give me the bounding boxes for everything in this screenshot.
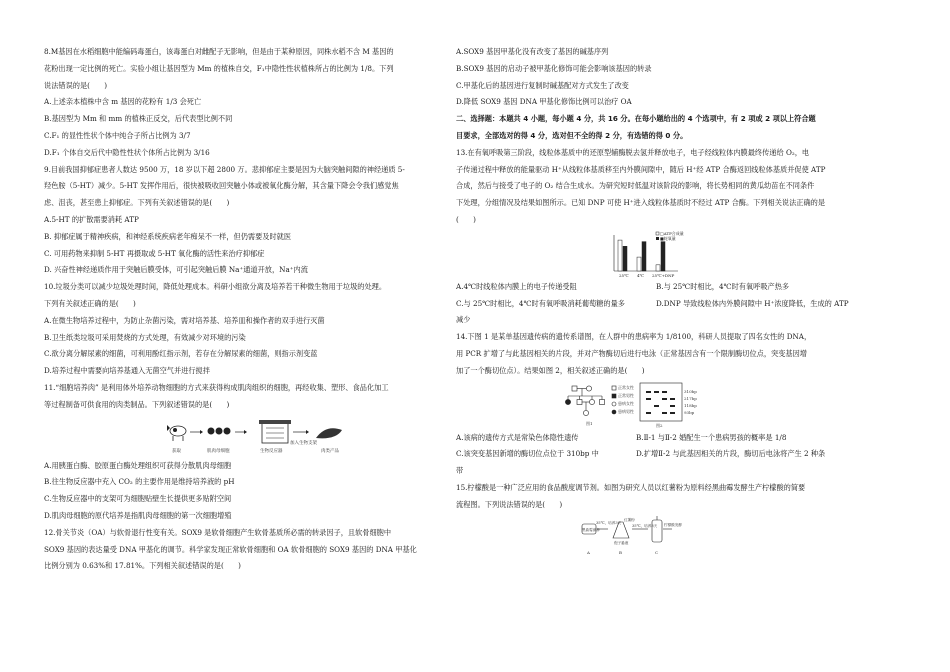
q14-option-b: B.Ⅱ-1 与Ⅱ-2 婚配生一个患病男孩的概率是 1/8: [636, 432, 787, 442]
q8-option-d: D.F₁ 个体自交后代中隐性性状个体所占比例为 3/16: [44, 147, 210, 157]
bar-atp-1: [637, 257, 641, 271]
q8-stem-line: 花粉出现一定比例的死亡。实验小组让基因型为 Mm 的植株自交，F₁中隐性性状植株所占的比例为 1/8。下列: [44, 63, 394, 73]
bar-oxygen-1: [642, 241, 646, 270]
q10-option-d: D.培养过程中需要向培养基通入无菌空气并进行搅拌: [44, 366, 210, 376]
q10-option-c: C.欲分离分解尿素的细菌，可利用酚红指示剂，若存在分解尿素的细菌，则指示剂变蓝: [44, 349, 318, 359]
q9-option-a: A.5-HT 的扩散需要消耗 ATP: [44, 214, 139, 224]
q14-stem-line: 14.下图 1 是某单基因遗传病的遗传系谱图，在人群中的患病率为 1/8100，科研人员提取了四名女性的 DNA，: [456, 332, 812, 342]
band-118bp: 118bp: [684, 402, 697, 408]
q8-stem-line: 说法错误的是( ): [44, 80, 108, 90]
q11-option-a: A.用胰蛋白酶、胶原蛋白酶处理组织可获得分散肌肉母细胞: [44, 460, 232, 470]
legend-swatch-oxygen: [656, 237, 659, 240]
legend-atp: □ATP合成量: [660, 230, 684, 236]
fig-label-scaffold: 加入生物支架: [290, 440, 317, 446]
q10-stem-line: 下列有关叙述正确的是( ): [44, 298, 136, 308]
q12-option-c: C.甲基化后的基因进行复制时碱基配对方式发生了改变: [456, 80, 629, 90]
question-12: [44, 525, 444, 575]
fig-label-bioreactor: 生物反应器: [260, 448, 283, 454]
cow-icon: [167, 425, 186, 441]
legend-normal-female: 正常女性: [618, 384, 634, 390]
q14-stem-line: 加了一个酶切位点）。结果如图 2，相关叙述正确的是( ): [456, 365, 645, 375]
q15-stem-line: 流程图。下列说法错误的是( ): [456, 499, 563, 509]
q15-figure: [456, 514, 862, 558]
q8-option-a: A.上述亲本植株中含 m 基因的花粉有 1/3 会死亡: [44, 97, 202, 107]
question-12-options: [456, 44, 862, 111]
xtick-25c-dnp: 25℃+DNP: [652, 272, 675, 278]
figure-1-label: 图1: [586, 420, 593, 426]
q8-option-b: B.基因型为 Mm 和 mm 的植株正反交，后代表型比例不同: [44, 114, 233, 124]
legend-affected-male: 患病男性: [618, 408, 634, 414]
q13-bar-chart-svg: [456, 229, 862, 279]
fig-label-meat: 肉类产品: [321, 448, 339, 454]
xtick-4c: 4℃: [637, 272, 645, 278]
q13-stem-line: 合成，然后与接受了电子的 O₂ 结合生成水。为研究短时低温对该阶段的影响，将长势相同的黄瓜幼苗在不同条件: [456, 181, 815, 191]
xtick-25c: 25℃: [619, 272, 629, 278]
fig-label-obtain: 获取: [172, 448, 181, 454]
q13-stem-line: ( ): [456, 214, 476, 224]
legend-swatch-atp: [656, 232, 659, 235]
question-10: [44, 279, 444, 380]
q9-option-c: C. 可用药物来抑制 5-HT 再摄取或 5-HT 氧化酶的活性来治疗抑郁症: [44, 248, 265, 258]
question-8: [44, 44, 444, 162]
pedigree-and-gel-svg: [456, 380, 862, 430]
question-14: [456, 329, 862, 480]
section-2-line: 二、选择题：本题共 4 小题，每小题 4 分，共 16 分。在每小题给出的 4 个选项中，有 2 项或 2 项以上符合题: [456, 114, 816, 124]
q13-options-row1: [456, 279, 862, 296]
q14-options-row1: [456, 430, 862, 447]
band-310bp: 310bp: [684, 388, 697, 394]
q11-option-b: B.往生物反应器中充入 CO₂ 的主要作用是维持培养液的 pH: [44, 477, 235, 487]
q13-stem-line: 13.在有氧呼吸第三阶段，线粒体基质中的还原型辅酶脱去氢并释放电子，电子经线粒体内膜最终传递给 O₂，电: [456, 147, 810, 157]
section-2-heading: [456, 111, 862, 145]
q14-options-row2: [456, 446, 862, 463]
label-a: A: [587, 549, 590, 555]
q13-chart: [456, 229, 862, 279]
bar-oxygen-0: [623, 246, 627, 271]
question-11: [44, 380, 444, 525]
electrophoresis-gel: [640, 383, 682, 421]
q14-option-c: C.该突变基因新增的酶切位点位于 310bp 中: [456, 449, 599, 459]
label-spore-suspension: 孢子悬液: [614, 540, 629, 545]
q14-option-a: A.该病的遗传方式是常染色体隐性遗传: [456, 432, 579, 442]
figure-2-label: 图2: [656, 422, 663, 428]
legend-normal-male: 正常男性: [618, 392, 634, 398]
q12-stem-line: 12.骨关节炎（OA）与软骨退行性变有关。SOX9 是软骨细胞产生软骨基质所必需的转录因子，且软骨细胞中: [44, 527, 392, 537]
q13-option-b: B.与 25℃时相比，4℃时有氧呼吸产热多: [656, 281, 790, 291]
left-column: [44, 44, 444, 575]
q14-option-d-cont: 带: [456, 466, 464, 476]
question-15: [456, 480, 862, 558]
q11-option-c: C.生物反应器中的支架可为细胞贴壁生长提供更多贴附空间: [44, 494, 232, 504]
q13-option-a: A.4℃时线粒体内膜上的电子传递受阻: [456, 281, 577, 291]
q13-options-row2: [456, 296, 862, 313]
bar-atp-0: [618, 240, 622, 271]
section-2-line: 目要求，全部选对的得 4 分，选对但不全的得 2 分，有选错的得 0 分。: [456, 130, 688, 140]
q8-option-c: C.F₁ 的显性性状个体中纯合子所占比例为 3/7: [44, 130, 191, 140]
legend-oxygen: ■耗氧量: [660, 235, 676, 241]
label-c: C: [655, 549, 659, 555]
legend-affected-female: 患病女性: [618, 400, 634, 406]
bar-atp-2: [656, 265, 660, 271]
q13-stem-line: 下处理，分组情况及结果如图所示。已知 DNP 可使 H⁺进入线粒体基质时不经过 ATP 合酶。下列相关说法正确的是: [456, 198, 826, 208]
label-sweet-potato: 红薯粉: [624, 517, 635, 522]
q9-stem-line: 羟色胺（5-HT）减少。5-HT 发挥作用后，很快被吸收回突触小体或被氧化酶分解，其含量下降会令我们感觉焦: [44, 181, 399, 191]
question-13: [456, 145, 862, 329]
q11-stem-line: 等过程制备可供食用的肉类制品。下列叙述错误的是( ): [44, 399, 230, 409]
q13-option-c: C.与 25℃时相比，4℃时有氧呼吸消耗葡萄糖的量多: [456, 298, 625, 308]
q13-stem-line: 子传递过程中释放的能量驱动 H⁺从线粒体基质移至内外膜间隙中，随后 H⁺经 ATP 合酶返回线粒体基质并促使 ATP: [456, 164, 826, 174]
right-column: [456, 44, 862, 558]
fig-label-myoblast: 肌肉母细胞: [207, 448, 230, 454]
q12-option-a: A.SOX9 基因甲基化没有改变了基因的碱基序列: [456, 47, 609, 56]
q8-stem-line: 8.M基因在水稻细胞中能编码毒蛋白，该毒蛋白对雌配子无影响，但是由于某种原因，同株水稻不含 M 基因的: [44, 47, 394, 56]
label-culture-2: 35℃，培养3天: [632, 523, 658, 528]
muscle-cells-icon: [208, 427, 231, 434]
cultured-meat-process-svg: [44, 414, 444, 458]
q10-option-a: A.在微生物培养过程中，为防止杂菌污染，需对培养基、培养皿和操作者的双手进行灭菌: [44, 315, 325, 325]
band-93bp: 93bp: [684, 409, 695, 415]
q13-option-d: D.DNP 导致线粒体内外膜间隙中 H⁺浓度降低，生成的 ATP: [656, 298, 849, 308]
label-b: B: [619, 549, 622, 555]
bar-oxygen-2: [661, 241, 665, 270]
bioreactor-icon: [259, 420, 291, 443]
q10-option-b: B.卫生纸类垃圾可采用焚烧的方式处理，有效减少对环境的污染: [44, 332, 246, 342]
q9-option-d: D. 兴奋性神经递质作用于突触后膜受体，可引起突触后膜 Na⁺通道开放，Na⁺内流: [44, 265, 308, 275]
label-strain: 黑曲霉菌种: [582, 527, 600, 532]
q14-stem-line: 用 PCR 扩增了与此基因相关的片段，并对产物酶切后进行电泳（正常基因含有一个限制酶切位点，突变基因增: [456, 348, 807, 358]
q15-stem-line: 15.柠檬酸是一种广泛应用的食品酸度调节剂。如图为研究人员以红薯粉为原料经黑曲霉发酵生产柠檬酸的简要: [456, 482, 806, 492]
q14-figures: [456, 380, 862, 430]
q9-stem-line: 虑、沮丧，甚至患上抑郁症。下列有关叙述错误的是( ): [44, 198, 230, 208]
pedigree-chart: [565, 385, 616, 415]
cultured-meat-figure: [44, 414, 444, 458]
q12-option-b: B.SOX9 基因的启动子被甲基化修饰可能会影响该基因的转录: [456, 63, 652, 73]
meat-product-icon: [316, 428, 342, 438]
q10-stem-line: 10.垃圾分类可以减少垃圾处理时间，降低处理成本。科研小组欲分离及培养若干种微生物用于垃圾的处理。: [44, 282, 387, 292]
q13-option-d-cont: 减少: [456, 315, 471, 325]
q9-option-b: B. 抑郁症属于精神疾病，和神经系统疾病老年痴呆不一样，但仍需要及时就医: [44, 231, 292, 241]
question-9: [44, 162, 444, 280]
q14-option-d: D.扩增Ⅱ-2 与此基因相关的片段，酶切后电泳将产生 2 种条: [636, 449, 826, 459]
q12-stem-line: SOX9 基因的表达量受 DNA 甲基化的调节。科学家发现正常软骨细胞和 OA 软骨细胞的 SOX9 基因的 DNA 甲基化: [44, 544, 417, 554]
q12-option-d: D.降低 SOX9 基因 DNA 甲基化修饰比例可以治疗 OA: [456, 97, 632, 107]
q12-stem-line: 比例分别为 0.63%和 17.81%。下列相关叙述错误的是( ): [44, 561, 241, 571]
citric-acid-process-svg: [456, 514, 862, 558]
label-fermentation: 柠檬酸发酵: [664, 522, 682, 527]
q11-stem-line: 11.“细胞培养肉” 是利用体外培养动物细胞的方式来获得构成肌肉组织的细胞，再经收集、塑形、食品化加工: [44, 382, 389, 392]
q11-option-d: D.肌肉母细胞的原代培养是指肌肉母细胞的第一次细胞增殖: [44, 510, 232, 520]
label-culture-1: 35℃，培养3天: [596, 520, 622, 525]
band-217bp: 217bp: [684, 395, 697, 401]
q9-stem-line: 9.目前我国抑郁症患者人数达 9500 万，18 岁以下超 2800 万。悲抑郁症主要是因为大脑突触间隙的神经递质 5-: [44, 164, 405, 174]
